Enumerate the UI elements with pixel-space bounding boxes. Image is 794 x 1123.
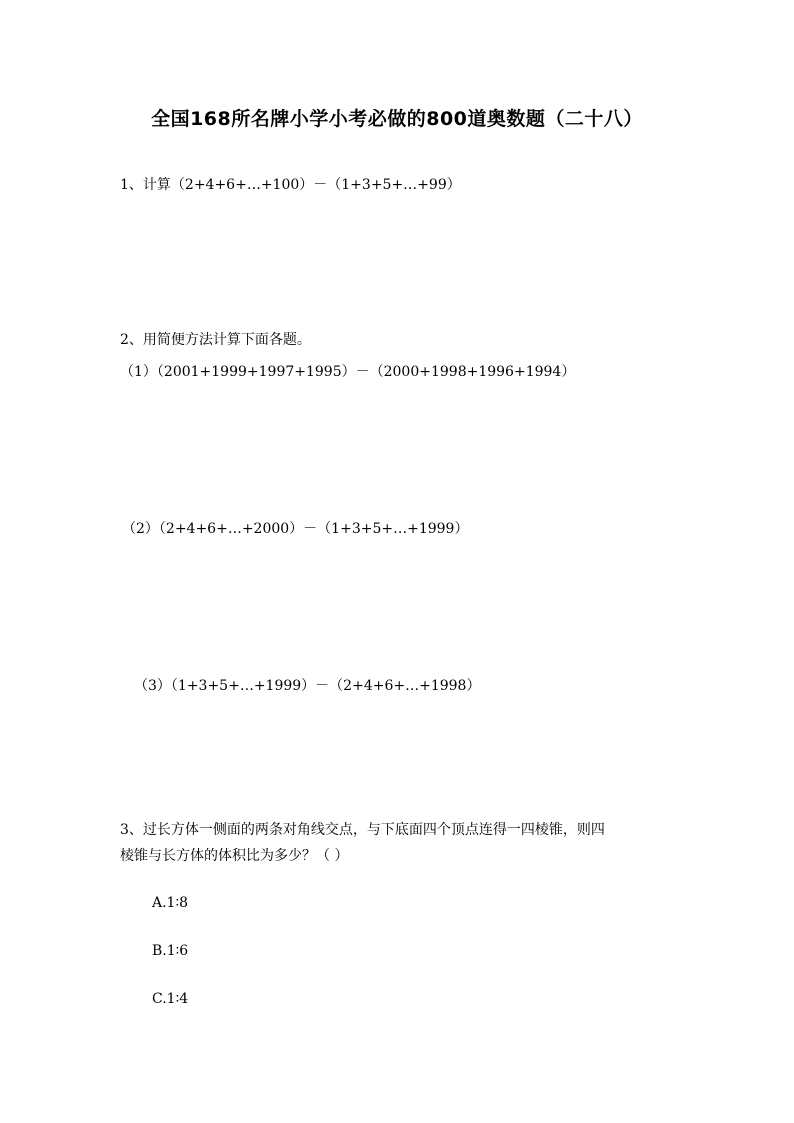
question-3-stem-line-1: 3、过长方体一侧面的两条对角线交点，与下底面四个顶点连得一四棱锥，则四: [120, 822, 605, 838]
question-1: 1、计算（2+4+6+…+100）－（1+3+5+…+99）: [120, 177, 461, 193]
question-3-option-b: B.1∶6: [152, 943, 189, 959]
question-3-stem-line-2: 棱锥与长方体的体积比为多少？（ ）: [120, 848, 349, 864]
page-title: 全国168所名牌小学小考必做的800道奥数题（二十八）: [151, 108, 643, 130]
question-3-option-a: A.1∶8: [152, 895, 189, 911]
question-2-part-2: （2）（2+4+6+…+2000）－（1+3+5+…+1999）: [122, 521, 469, 537]
question-2-part-3: （3）（1+3+5+…+1999）－（2+4+6+…+1998）: [134, 678, 481, 694]
question-3-option-c: C.1∶4: [152, 991, 189, 1007]
question-2-stem: 2、用简便方法计算下面各题。: [120, 332, 311, 348]
question-2-part-1: （1）（2001+1999+1997+1995）－（2000+1998+1996+1994）: [120, 364, 576, 380]
